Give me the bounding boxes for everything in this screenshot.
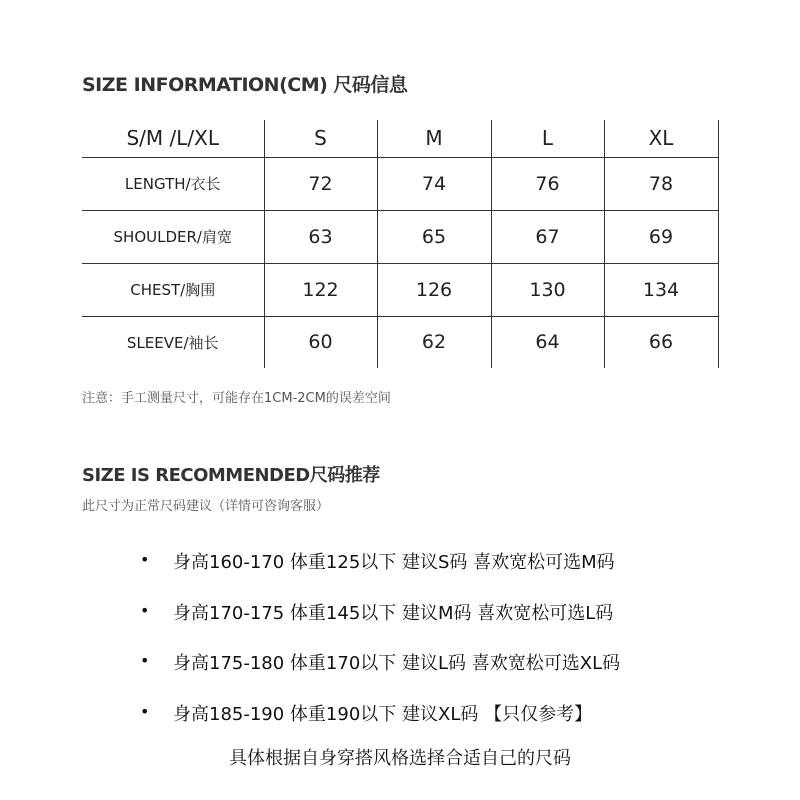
footer-note: 具体根据自身穿搭风格选择合适自己的尺码: [229, 748, 571, 769]
table-row-sleeve: [82, 316, 718, 368]
size-info-title: SIZE INFORMATION(CM) 尺码信息: [82, 74, 408, 96]
table-cell: 126: [377, 263, 491, 316]
table-row-shoulder: [82, 210, 718, 263]
table-cell: 122: [264, 263, 377, 316]
size-column-xl: XL: [604, 120, 718, 157]
list-item: [140, 548, 620, 599]
recommendation-text: 身高170-175 体重145以下 建议M码 喜欢宽松可选L码: [173, 602, 614, 624]
table-cell: 60: [264, 316, 377, 368]
measurement-note: 注意：手工测量尺寸，可能存在1CM-2CM的误差空间: [82, 391, 391, 406]
recommendation-text: 身高175-180 体重170以下 建议L码 喜欢宽松可选XL码: [173, 653, 621, 674]
table-cell: 67: [491, 210, 604, 263]
size-table: [82, 120, 719, 368]
table-cell: 76: [491, 157, 604, 210]
row-label-shoulder: SHOULDER/肩宽: [82, 210, 264, 263]
recommendation-title: SIZE IS RECOMMENDED尺码推荐: [82, 465, 380, 486]
row-label-chest: CHEST/胸围: [82, 263, 264, 316]
table-cell: 62: [377, 316, 491, 368]
bullet-icon: •: [140, 600, 150, 620]
size-column-m: M: [377, 120, 491, 157]
bullet-icon: •: [140, 701, 150, 721]
table-cell: 66: [604, 316, 718, 368]
table-cell: 134: [604, 263, 718, 316]
table-cell: 72: [264, 157, 377, 210]
size-column-l: L: [491, 120, 604, 157]
size-column-s: S: [264, 120, 377, 157]
recommendation-text: 身高185-190 体重190以下 建议XL码 【只仅参考】: [173, 703, 593, 725]
row-label-length: LENGTH/衣长: [82, 157, 264, 210]
recommendation-text: 身高160-170 体重125以下 建议S码 喜欢宽松可选M码: [173, 552, 615, 573]
table-cell: 63: [264, 210, 377, 263]
recommendation-list: [140, 548, 620, 750]
table-cell: 64: [491, 316, 604, 368]
row-label-sleeve: SLEEVE/袖长: [82, 316, 264, 368]
list-item: [140, 649, 620, 700]
recommendation-subtitle: 此尺寸为正常尺码建议（详情可咨询客服）: [82, 499, 330, 514]
table-cell: 74: [377, 157, 491, 210]
size-table-header-row: [82, 120, 718, 157]
bullet-icon: •: [140, 550, 150, 569]
table-cell: 130: [491, 263, 604, 316]
table-row-chest: [82, 263, 718, 316]
table-row-length: [82, 157, 718, 210]
bullet-icon: •: [140, 651, 150, 670]
table-cell: 65: [377, 210, 491, 263]
list-item: [140, 700, 620, 751]
list-item: [140, 599, 620, 650]
table-cell: 69: [604, 210, 718, 263]
table-cell: 78: [604, 157, 718, 210]
size-table-corner-header: S/M /L/XL: [82, 120, 264, 157]
